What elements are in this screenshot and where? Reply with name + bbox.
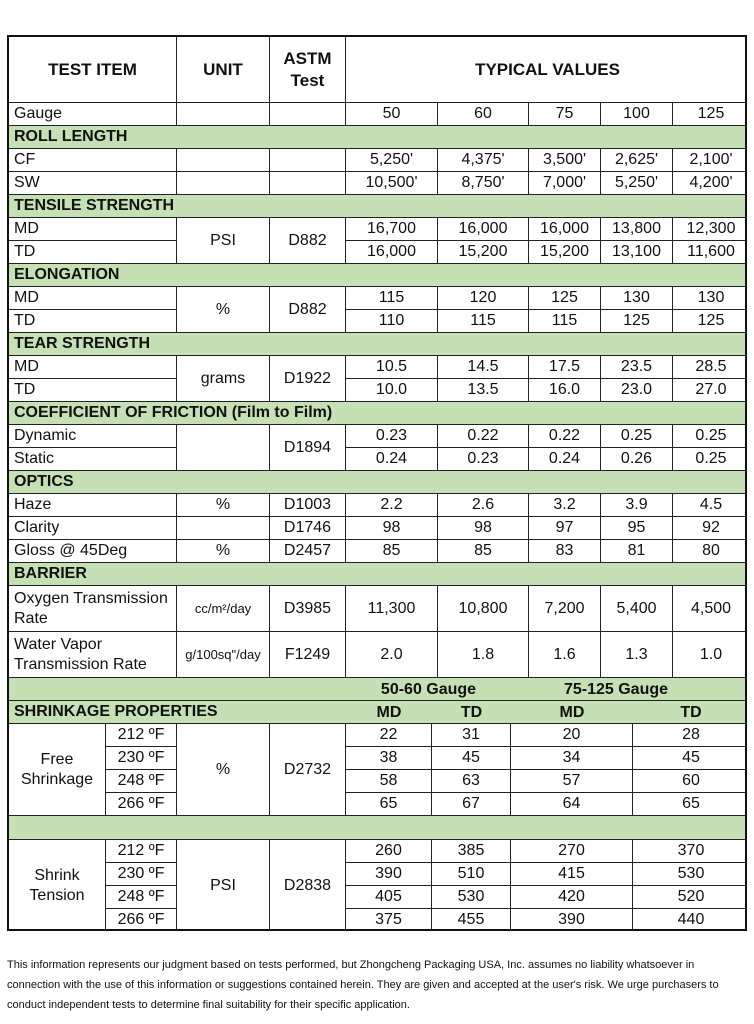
- unit-cell: %: [177, 540, 270, 563]
- elongation-value: 120: [438, 287, 529, 310]
- disclaimer-text: This information represents our judgment based on tests performed, but Zhongcheng Packaging USA, Inc. assumes no liability whatsoever in connection with the use of this information or suggestions contained herein. They are given and accepted at the user's risk. We urge purchasers to conduct independent tests to determine final suitability for their specific application.: [7, 959, 719, 1011]
- coefficient-of-friction-value: 0.26: [601, 448, 673, 471]
- roll-length-value: 7,000': [529, 172, 601, 195]
- barrier-value: 1.6: [529, 632, 601, 678]
- row-label: TD: [9, 241, 177, 264]
- shrink-tension-value: 390: [511, 909, 633, 931]
- free-shrinkage-value: 64: [511, 793, 633, 816]
- barrier-value: 10,800: [438, 586, 529, 632]
- shrink-tension-value: 370: [633, 840, 747, 863]
- optics-value: 80: [673, 540, 747, 563]
- elongation-value: 110: [346, 310, 438, 333]
- temperature-cell: 248 ºF: [106, 770, 177, 793]
- optics-value: 3.9: [601, 494, 673, 517]
- gauge-value: 100: [601, 103, 673, 126]
- roll-length-value: 4,375': [438, 149, 529, 172]
- unit-cell: %: [177, 724, 270, 816]
- temperature-cell: 248 ºF: [106, 886, 177, 909]
- roll-length-value: 2,100': [673, 149, 747, 172]
- elongation-value: 130: [601, 287, 673, 310]
- optics-value: 98: [438, 517, 529, 540]
- temperature-cell: 230 ºF: [106, 863, 177, 886]
- coefficient-of-friction-value: 0.25: [601, 425, 673, 448]
- shrink-tension-value: 390: [346, 863, 432, 886]
- tear-strength-value: 16.0: [529, 379, 601, 402]
- gauge-value: 60: [438, 103, 529, 126]
- tear-strength-value: 28.5: [673, 356, 747, 379]
- barrier-value: 1.3: [601, 632, 673, 678]
- coefficient-of-friction-value: 0.24: [346, 448, 438, 471]
- row-label: MD: [9, 356, 177, 379]
- row-label: Haze: [9, 494, 177, 517]
- roll-length-value: 5,250': [346, 149, 438, 172]
- free-shrinkage-value: 45: [633, 747, 747, 770]
- free-shrinkage-label: Free Shrinkage: [9, 724, 106, 816]
- optics-value: 95: [601, 517, 673, 540]
- free-shrinkage-value: 45: [432, 747, 511, 770]
- astm-cell: [270, 149, 346, 172]
- astm-cell: F1249: [270, 632, 346, 678]
- free-shrinkage-value: 38: [346, 747, 432, 770]
- section-roll-length: ROLL LENGTH: [9, 126, 747, 149]
- free-shrinkage-value: 65: [633, 793, 747, 816]
- tear-strength-value: 27.0: [673, 379, 747, 402]
- coefficient-of-friction-value: 0.25: [673, 425, 747, 448]
- temperature-cell: 266 ºF: [106, 909, 177, 931]
- coefficient-of-friction-value: 0.23: [438, 448, 529, 471]
- coefficient-of-friction-value: 0.23: [346, 425, 438, 448]
- row-label: Gauge: [9, 103, 177, 126]
- roll-length-value: 5,250': [601, 172, 673, 195]
- shrink-tension-value: 270: [511, 840, 633, 863]
- optics-value: 97: [529, 517, 601, 540]
- optics-value: 83: [529, 540, 601, 563]
- temperature-cell: 212 ºF: [106, 840, 177, 863]
- barrier-value: 1.0: [673, 632, 747, 678]
- shrink-tension-value: 415: [511, 863, 633, 886]
- row-label: SW: [9, 172, 177, 195]
- shrink-tension-value: 455: [432, 909, 511, 931]
- header-astm: ASTM Test: [270, 37, 346, 103]
- elongation-value: 125: [673, 310, 747, 333]
- astm-cell: D2732: [270, 724, 346, 816]
- header-unit: UNIT: [177, 37, 270, 103]
- gauge-50-60-header: 50-60 Gauge: [380, 680, 477, 698]
- free-shrinkage-value: 65: [346, 793, 432, 816]
- shrink-tension-value: 260: [346, 840, 432, 863]
- shrink-tension-value: 510: [432, 863, 511, 886]
- section-coefficient-of-friction: COEFFICIENT OF FRICTION (Film to Film): [9, 402, 747, 425]
- tear-strength-value: 10.0: [346, 379, 438, 402]
- row-label: CF: [9, 149, 177, 172]
- shrink-tension-value: 375: [346, 909, 432, 931]
- row-label: MD: [9, 218, 177, 241]
- unit-cell: grams: [177, 356, 270, 402]
- optics-value: 4.5: [673, 494, 747, 517]
- row-label: Clarity: [9, 517, 177, 540]
- tensile-strength-value: 16,700: [346, 218, 438, 241]
- roll-length-value: 4,200': [673, 172, 747, 195]
- optics-value: 81: [601, 540, 673, 563]
- tear-strength-value: 14.5: [438, 356, 529, 379]
- shrink-tension-label: Shrink Tension: [9, 840, 106, 931]
- unit-cell: cc/m²/day: [177, 586, 270, 632]
- header-typical-values: TYPICAL VALUES: [346, 37, 747, 103]
- optics-value: 85: [346, 540, 438, 563]
- optics-value: 98: [346, 517, 438, 540]
- tensile-strength-value: 11,600: [673, 241, 747, 264]
- gauge-value: 125: [673, 103, 747, 126]
- spec-table: [7, 35, 747, 931]
- gauge-value: 50: [346, 103, 438, 126]
- astm-cell: D1746: [270, 517, 346, 540]
- header-test-item: TEST ITEM: [9, 37, 177, 103]
- md-header: MD: [376, 703, 402, 721]
- unit-cell: [177, 149, 270, 172]
- temperature-cell: 212 ºF: [106, 724, 177, 747]
- row-label: Gloss @ 45Deg: [9, 540, 177, 563]
- free-shrinkage-value: 60: [633, 770, 747, 793]
- elongation-value: 125: [529, 287, 601, 310]
- unit-cell: [177, 425, 270, 471]
- unit-cell: %: [177, 494, 270, 517]
- coefficient-of-friction-value: 0.22: [529, 425, 601, 448]
- row-label: MD: [9, 287, 177, 310]
- elongation-value: 130: [673, 287, 747, 310]
- temperature-cell: 230 ºF: [106, 747, 177, 770]
- roll-length-value: 10,500': [346, 172, 438, 195]
- section-barrier: BARRIER: [9, 563, 747, 586]
- free-shrinkage-value: 31: [432, 724, 511, 747]
- section-shrinkage-properties: SHRINKAGE PROPERTIES: [9, 701, 747, 724]
- tear-strength-value: 23.0: [601, 379, 673, 402]
- optics-value: 85: [438, 540, 529, 563]
- coefficient-of-friction-value: 0.25: [673, 448, 747, 471]
- astm-cell: D3985: [270, 586, 346, 632]
- md-header: MD: [559, 703, 585, 721]
- free-shrinkage-value: 34: [511, 747, 633, 770]
- section-tensile-strength: TENSILE STRENGTH: [9, 195, 747, 218]
- unit-cell: PSI: [177, 840, 270, 931]
- shrink-tension-value: 530: [432, 886, 511, 909]
- astm-cell: [270, 103, 346, 126]
- unit-cell: [177, 172, 270, 195]
- barrier-value: 1.8: [438, 632, 529, 678]
- tensile-strength-value: 15,200: [438, 241, 529, 264]
- row-label: Static: [9, 448, 177, 471]
- barrier-value: 7,200: [529, 586, 601, 632]
- shrink-tension-value: 440: [633, 909, 747, 931]
- section-tear-strength: TEAR STRENGTH: [9, 333, 747, 356]
- row-label: TD: [9, 310, 177, 333]
- barrier-value: 11,300: [346, 586, 438, 632]
- optics-value: 2.2: [346, 494, 438, 517]
- shrink-tension-value: 530: [633, 863, 747, 886]
- free-shrinkage-value: 22: [346, 724, 432, 747]
- coefficient-of-friction-value: 0.22: [438, 425, 529, 448]
- elongation-value: 115: [346, 287, 438, 310]
- astm-cell: D1922: [270, 356, 346, 402]
- row-label: Oxygen Transmission Rate: [9, 586, 177, 632]
- elongation-value: 115: [529, 310, 601, 333]
- astm-cell: D882: [270, 287, 346, 333]
- shrink-tension-value: 520: [633, 886, 747, 909]
- free-shrinkage-value: 28: [633, 724, 747, 747]
- section-elongation: ELONGATION: [9, 264, 747, 287]
- roll-length-value: 3,500': [529, 149, 601, 172]
- row-label: Dynamic: [9, 425, 177, 448]
- free-shrinkage-value: 20: [511, 724, 633, 747]
- tensile-strength-value: 12,300: [673, 218, 747, 241]
- optics-value: 3.2: [529, 494, 601, 517]
- roll-length-value: 8,750': [438, 172, 529, 195]
- shrink-tension-value: 420: [511, 886, 633, 909]
- optics-value: 2.6: [438, 494, 529, 517]
- astm-cell: D2457: [270, 540, 346, 563]
- astm-cell: [270, 172, 346, 195]
- tensile-strength-value: 15,200: [529, 241, 601, 264]
- barrier-value: 5,400: [601, 586, 673, 632]
- tear-strength-value: 17.5: [529, 356, 601, 379]
- unit-cell: %: [177, 287, 270, 333]
- coefficient-of-friction-value: 0.24: [529, 448, 601, 471]
- separator-band: [9, 816, 747, 840]
- free-shrinkage-value: 58: [346, 770, 432, 793]
- td-header: TD: [680, 703, 702, 721]
- astm-cell: D1003: [270, 494, 346, 517]
- row-label: Water Vapor Transmission Rate: [9, 632, 177, 678]
- astm-cell: D882: [270, 218, 346, 264]
- gauge-value: 75: [529, 103, 601, 126]
- tensile-strength-value: 13,100: [601, 241, 673, 264]
- tensile-strength-value: 13,800: [601, 218, 673, 241]
- unit-cell: [177, 103, 270, 126]
- barrier-value: 4,500: [673, 586, 747, 632]
- tensile-strength-value: 16,000: [438, 218, 529, 241]
- gauge-75-125-header: 75-125 Gauge: [563, 680, 669, 698]
- td-header: TD: [460, 703, 483, 721]
- roll-length-value: 2,625': [601, 149, 673, 172]
- unit-cell: PSI: [177, 218, 270, 264]
- astm-cell: D1894: [270, 425, 346, 471]
- free-shrinkage-value: 63: [432, 770, 511, 793]
- shrink-tension-value: 385: [432, 840, 511, 863]
- row-label: TD: [9, 379, 177, 402]
- unit-cell: g/100sq"/day: [177, 632, 270, 678]
- elongation-value: 115: [438, 310, 529, 333]
- tensile-strength-value: 16,000: [529, 218, 601, 241]
- shrink-tension-value: 405: [346, 886, 432, 909]
- elongation-value: 125: [601, 310, 673, 333]
- unit-cell: [177, 517, 270, 540]
- tear-strength-value: 10.5: [346, 356, 438, 379]
- tensile-strength-value: 16,000: [346, 241, 438, 264]
- section-optics: OPTICS: [9, 471, 747, 494]
- astm-cell: D2838: [270, 840, 346, 931]
- tear-strength-value: 13.5: [438, 379, 529, 402]
- barrier-value: 2.0: [346, 632, 438, 678]
- optics-value: 92: [673, 517, 747, 540]
- free-shrinkage-value: 57: [511, 770, 633, 793]
- free-shrinkage-value: 67: [432, 793, 511, 816]
- tear-strength-value: 23.5: [601, 356, 673, 379]
- temperature-cell: 266 ºF: [106, 793, 177, 816]
